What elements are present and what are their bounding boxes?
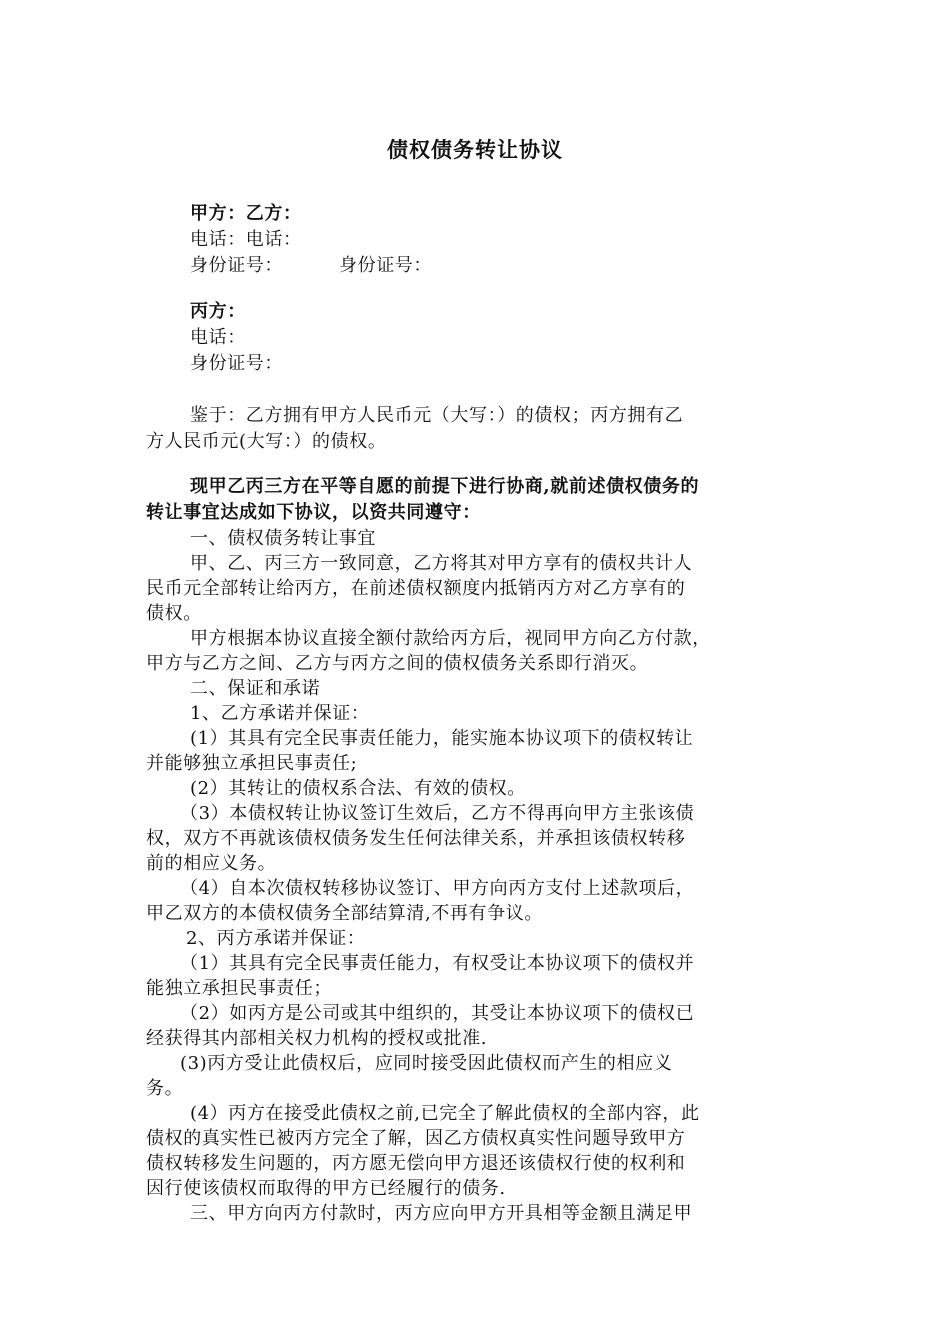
subsection-heading: 2、丙方承诺并保证： xyxy=(186,928,366,949)
body-line: 债权。 xyxy=(146,603,202,624)
agreement-intro-line: 现甲乙丙三方在平等自愿的前提下进行协商,就前述债权债务的 xyxy=(190,476,700,497)
body-line: 甲乙双方的本债权债务全部结算清,不再有争议。 xyxy=(146,903,543,924)
body-line: 民币元全部转让给丙方，在前述债权额度内抵销丙方对乙方享有的 xyxy=(146,578,686,599)
party-id-right: 身份证号： xyxy=(339,255,432,276)
body-line: 能独立承担民事责任； xyxy=(146,978,332,999)
party-id-pair xyxy=(190,253,870,279)
party-bing-id: 身份证号： xyxy=(190,353,283,374)
body-line: （4）自本次债权转移协议签订、甲方向丙方支付上述款项后， xyxy=(180,878,695,899)
body-line: 前的相应义务。 xyxy=(146,853,277,874)
party-jia-yi: 甲方：乙方： xyxy=(190,203,302,224)
body-line: (2）其转让的债权系合法、有效的债权。 xyxy=(190,778,526,799)
body-line: 权，双方不再就该债权债务发生任何法律关系，并承担该债权转移 xyxy=(146,828,686,849)
party-bing: 丙方： xyxy=(190,301,246,322)
body-line: （2）如丙方是公司或其中组织的，其受让本协议项下的债权已 xyxy=(180,1003,695,1024)
section-heading: 一、债权债务转让事宜 xyxy=(190,528,376,549)
document-title: 债权债务转让协议 xyxy=(387,137,563,162)
body-line: 甲方与乙方之间、乙方与丙方之间的债权债务关系即行消灭。 xyxy=(146,653,649,674)
body-line: 甲方根据本协议直接全额付款给丙方后，视同甲方向乙方付款， xyxy=(190,628,711,649)
body-line: (3)丙方受让此债权后，应同时接受因此债权而产生的相应义 xyxy=(180,1053,673,1074)
party-bing-phone: 电话： xyxy=(190,327,246,348)
body-line: 经获得其内部相关权力机构的授权或批准. xyxy=(146,1028,488,1049)
body-line: 并能够独立承担民事责任; xyxy=(146,753,358,774)
body-line: 因行使该债权而取得的甲方已经履行的债务. xyxy=(146,1178,506,1199)
section-heading: 二、保证和承诺 xyxy=(190,678,321,699)
body-line: (1）其具有完全民事责任能力，能实施本协议项下的债权转让 xyxy=(190,728,694,749)
section-heading: 三、甲方向丙方付款时，丙方应向甲方开具相等金额且满足甲 xyxy=(190,1203,693,1224)
recital-line: 方人民币元(大写：）的债权。 xyxy=(146,431,387,452)
party-id-left: 身份证号： xyxy=(190,255,283,276)
body-line: （3）本债权转让协议签订生效后，乙方不得再向甲方主张该债 xyxy=(180,803,695,824)
body-line: 务。 xyxy=(146,1078,184,1099)
body-line: 债权转移发生问题的，丙方愿无偿向甲方退还该债权行使的权利和 xyxy=(146,1153,686,1174)
body-line: 债权的真实性已被丙方完全了解，因乙方债权真实性问题导致甲方 xyxy=(146,1128,686,1149)
recital-line: 鉴于：乙方拥有甲方人民币元（大写：）的债权；丙方拥有乙 xyxy=(190,405,684,426)
subsection-heading: 1、乙方承诺并保证： xyxy=(190,703,370,724)
party-phone-pair: 电话：电话： xyxy=(190,229,302,250)
body-line: 甲、乙、丙三方一致同意，乙方将其对甲方享有的债权共计人 xyxy=(190,553,693,574)
body-line: (4）丙方在接受此债权之前,已完全了解此债权的全部内容，此 xyxy=(190,1103,700,1124)
agreement-intro-line: 转让事宜达成如下协议，以资共同遵守： xyxy=(146,502,481,523)
body-line: （1）其具有完全民事责任能力，有权受让本协议项下的债权并 xyxy=(180,953,695,974)
